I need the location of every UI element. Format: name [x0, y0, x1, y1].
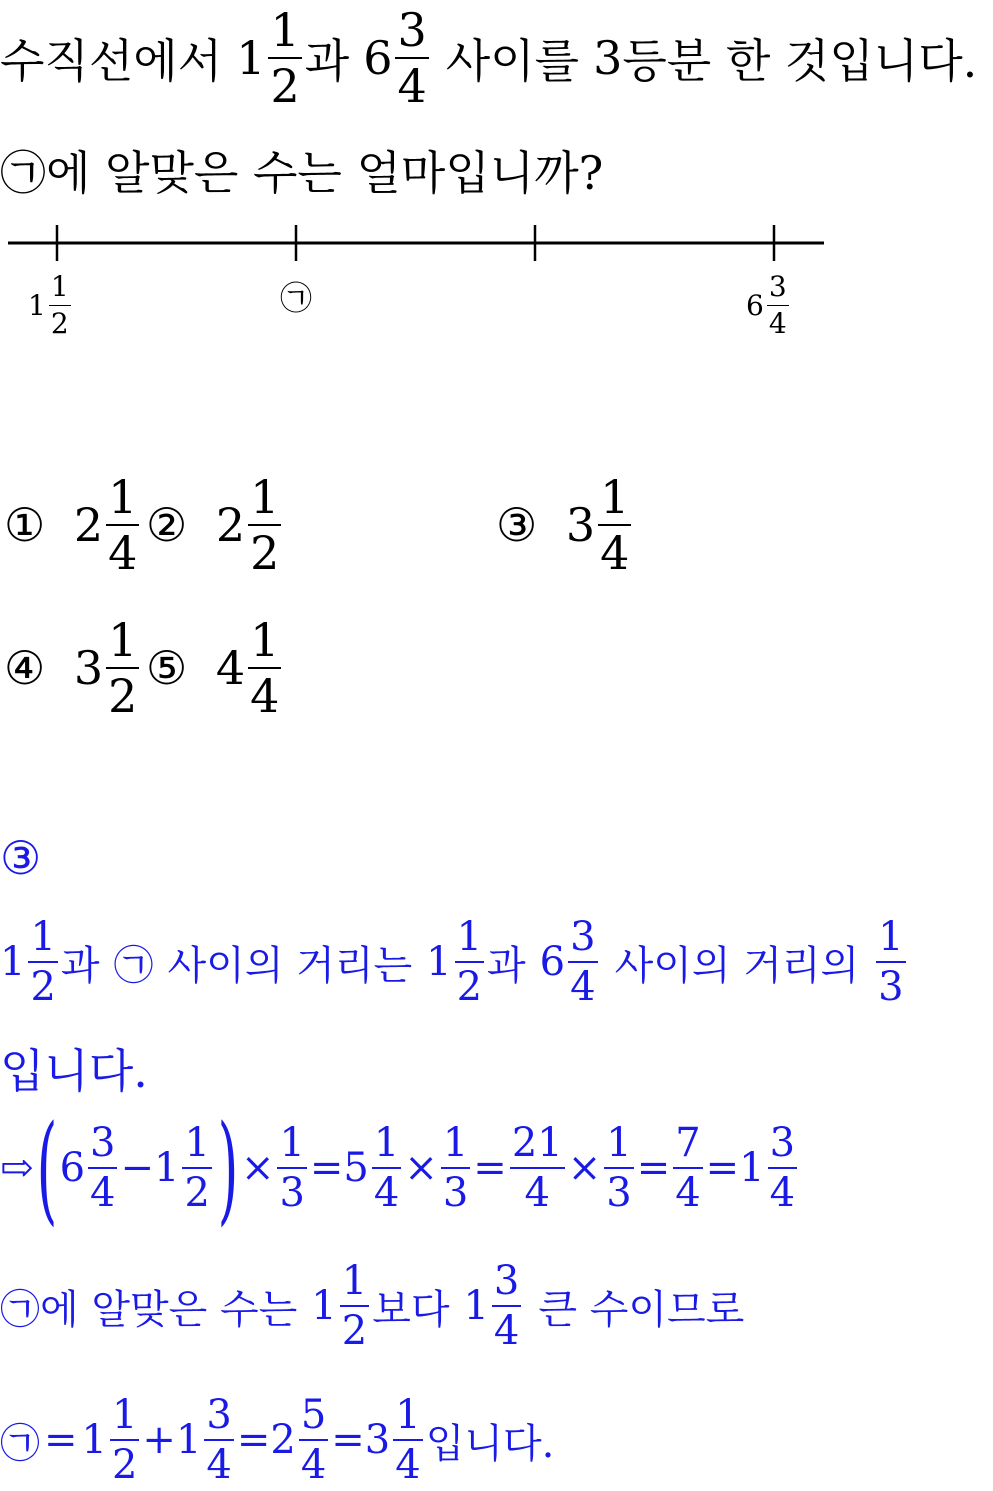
number-line — [0, 215, 840, 355]
mixed-number: 1 $\frac{1}{2}$ — [236, 3, 300, 113]
explanation-line-3: ㉠에 알맞은 수는 1 $\frac{1}{2}$ 보다 1 $\frac{3}{4}$ 큰 수이므로 — [0, 1258, 745, 1354]
explanation-line-4: ㉠ = 1 $\frac{1}{2}$ + 1 $\frac{3}{4}$ = 2 $\frac{5}{4}$ = 3 $\frac{1}{4}$ 입니다. — [0, 1392, 555, 1488]
choice-3[interactable]: ③ 3 $\frac{1}{4}$ — [496, 470, 630, 580]
answer-mark: ③ — [0, 831, 42, 885]
explanation-line-2: 입니다. — [0, 1044, 148, 1098]
question-line-2: ㉠에 알맞은 수는 얼마입니까? — [0, 146, 604, 200]
mixed-number: 6 $\frac{3}{4}$ — [363, 3, 427, 113]
choices-row-1 — [0, 470, 993, 580]
number-line-axis — [0, 215, 840, 275]
label-right: 6 $\frac{3}{4}$ — [746, 270, 787, 340]
explanation-line-1: 1 $\frac{1}{2}$ 과 ㉠ 사이의 거리는 1 $\frac{1}{2}$ 과 6 $\frac{3}{4}$ 사이의 거리의 $\frac{1}{3}$ — [0, 914, 904, 1010]
fraction: $\frac{3}{4}$ — [397, 3, 427, 113]
choice-2[interactable]: ② 2 $\frac{1}{2}$ — [146, 470, 280, 580]
choice-4[interactable]: ④ 3 $\frac{1}{2}$ — [4, 613, 138, 723]
choice-1[interactable]: ① 2 $\frac{1}{4}$ — [4, 470, 138, 580]
calculation-line: ⇨ ( 6 $\frac{3}{4}$ − 1 $\frac{1}{2}$ ) × $\frac{1}{3}$ = 5 $\frac{1}{4}$ × $\frac{1}{3}$ = $\frac{21}{4}$ × $\frac{1}{3}$ = $\frac{7}{4}$ = 1 $\frac{3}{4}$ — [0, 1099, 796, 1237]
label-marker: ㉠ — [280, 279, 313, 317]
choices-row-2 — [0, 613, 993, 723]
question-text: 수직선에서 — [0, 34, 223, 88]
question-line-1: 수직선에서 1 $\frac{1}{2}$ 과 6 $\frac{3}{4}$ 사이를 3 등분 한 것입니다. — [0, 3, 978, 113]
label-left: 1 $\frac{1}{2}$ — [28, 270, 69, 340]
fraction: $\frac{1}{2}$ — [270, 3, 300, 113]
choice-5[interactable]: ⑤ 4 $\frac{1}{4}$ — [146, 613, 280, 723]
